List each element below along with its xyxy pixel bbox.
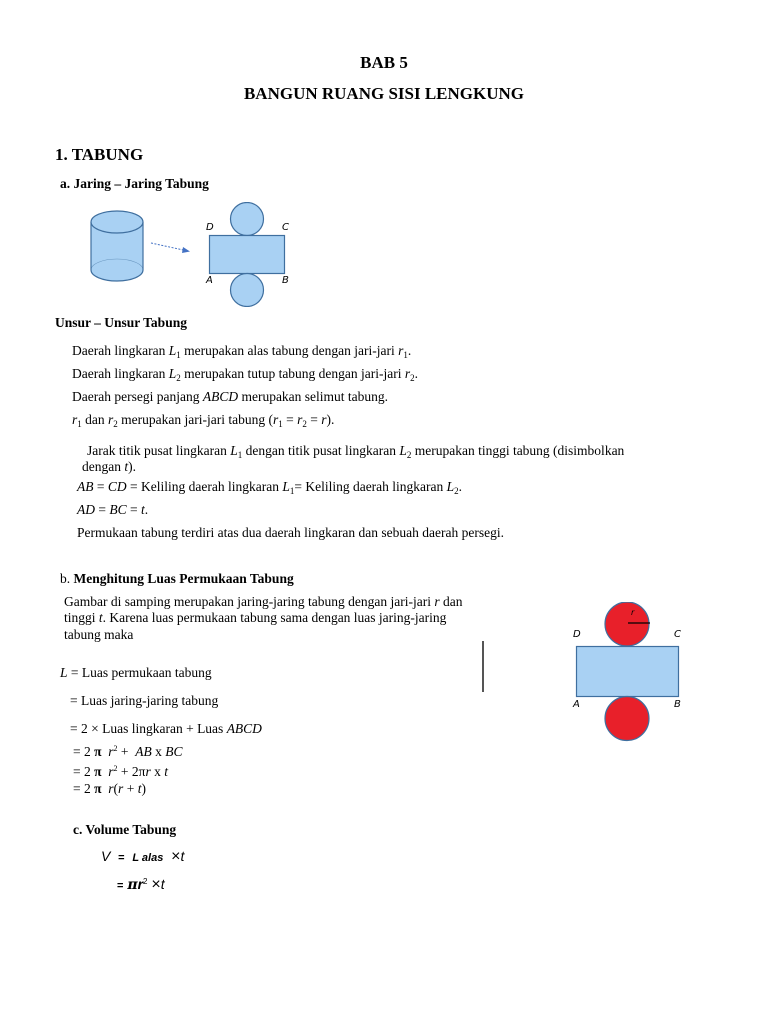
chapter-title: BANGUN RUANG SISI LENGKUNG: [243, 84, 525, 103]
section-title: 1. TABUNG: [55, 145, 144, 164]
unsur-title: Unsur – Unsur Tabung: [55, 315, 187, 330]
unsur-line-1: Daerah lingkaran $L_1$ merupakan alas tabung dengan jari-jari $r_1$.: [72, 343, 412, 360]
cylinder-net-red-figure: [570, 602, 685, 744]
vertex-label-c: C: [282, 222, 289, 233]
unsur-line-4: $r_1$ dan $r_2$ merupakan jari-jari tabung $(r_1 = r_2 = r)$.: [72, 412, 335, 429]
desc-line-3: tabung maka: [64, 627, 134, 642]
vertex-label-b-2: B: [674, 699, 681, 710]
unsur-line-5b: dengan t).: [82, 459, 136, 474]
cylinder-figure: [88, 208, 148, 286]
vertex-label-a-2: A: [573, 699, 580, 710]
unsur-line-2: Daerah lingkaran $L_2$ merupakan tutup tabung dengan jari-jari $r_2$.: [72, 366, 419, 383]
subsection-c-title: c. Volume Tabung: [73, 822, 177, 837]
vertex-label-d-2: D: [573, 629, 581, 640]
desc-line-1: Gambar di samping merupakan jaring-jaring tabung dengan jari-jari r dan: [64, 594, 463, 609]
unsur-line-6: AB = CD = Keliling daerah lingkaran $L_1=$ Keliling daerah lingkaran $L_2$.: [77, 479, 463, 496]
divider: [482, 641, 484, 692]
subsection-b-title: b. Menghitung Luas Permukaan Tabung: [60, 571, 294, 586]
vertex-label-a: A: [206, 275, 213, 286]
unsur-line-5: Jarak titik pusat lingkaran $L_1$ dengan titik pusat lingkaran $L_2$ merupakan tinggi tabung (disimbolkan: [87, 443, 625, 460]
volume-formula-1: V = L alas ×t: [101, 848, 185, 865]
unsur-line-8: Permukaan tabung terdiri atas dua daerah lingkaran dan sebuah daerah persegi.: [77, 525, 504, 540]
formula-line-1: L = Luas permukaan tabung: [60, 665, 212, 680]
formula-line-5: = 2 π $r^2 + 2\pi r$ x t: [73, 764, 169, 779]
radius-label: r: [631, 608, 635, 617]
subsection-a-title: a. Jaring – Jaring Tabung: [60, 176, 209, 191]
vertex-label-d: D: [206, 222, 214, 233]
arrow-icon: [148, 238, 194, 256]
vertex-label-c-2: C: [674, 629, 681, 640]
chapter-label: BAB 5: [360, 53, 408, 72]
formula-line-6: = 2 π r(r + t): [73, 781, 146, 796]
formula-line-2: = Luas jaring-jaring tabung: [70, 693, 219, 708]
cylinder-net-figure: [205, 202, 295, 307]
unsur-line-3: Daerah persegi panjang ABCD merupakan selimut tabung.: [72, 389, 389, 404]
desc-line-2: tinggi t. Karena luas permukaan tabung sama dengan luas jaring-jaring: [64, 610, 447, 625]
formula-line-3: = 2 × Luas lingkaran + Luas ABCD: [70, 721, 262, 736]
formula-line-4: = 2 π $r^2$ + AB x BC: [73, 744, 183, 759]
unsur-line-7: AD = BC = t.: [77, 502, 149, 517]
vertex-label-b: B: [282, 275, 289, 286]
volume-formula-2: = $\pi r^2 \times t$: [117, 876, 165, 893]
